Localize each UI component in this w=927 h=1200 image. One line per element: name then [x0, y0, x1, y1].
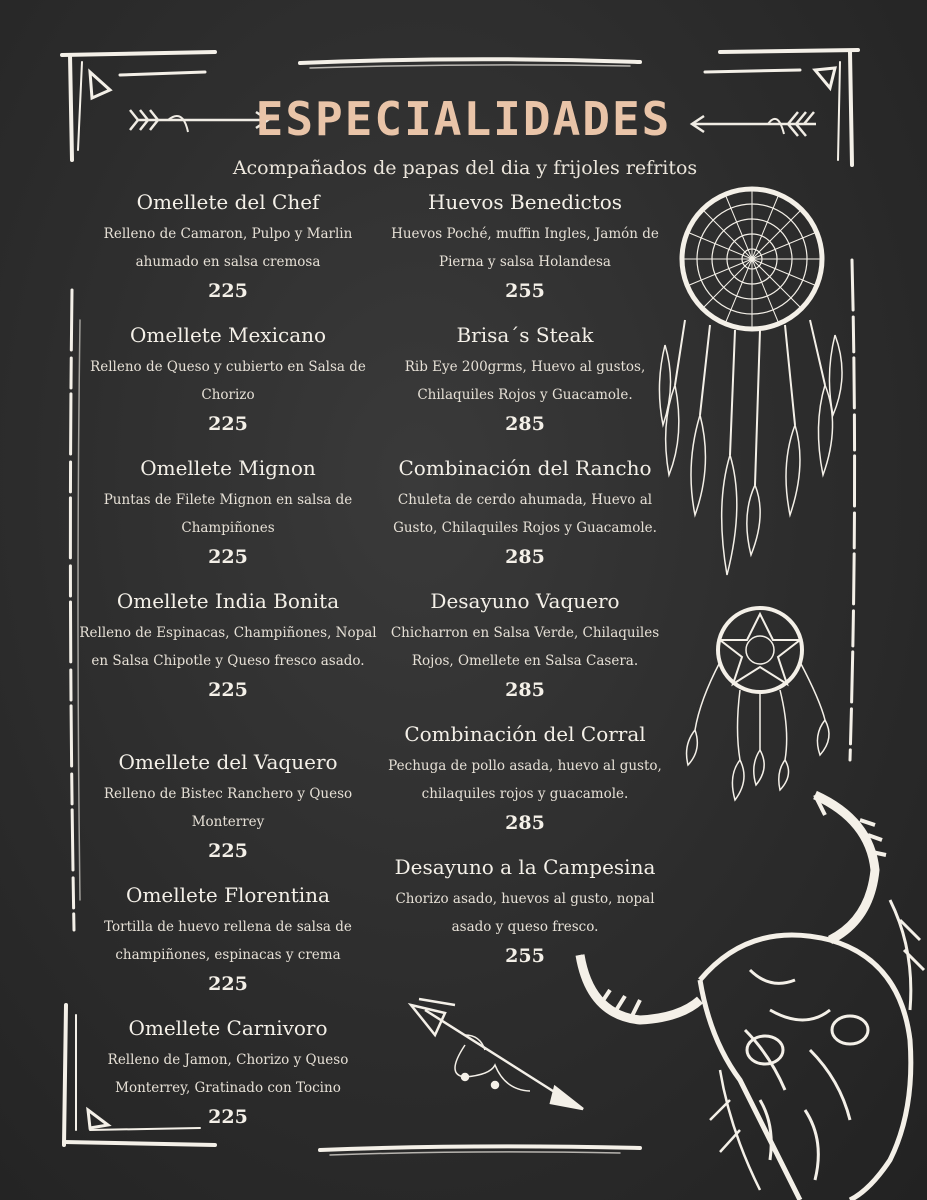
item-name: Combinación del Corral: [404, 722, 646, 746]
item-description: Chuleta de cerdo ahumada, Huevo al Gusto, Chilaquiles Rojos y Guacamole.: [393, 492, 657, 536]
menu-item: [78, 748, 378, 864]
item-name: Combinación del Rancho: [398, 456, 652, 480]
item-name: Omellete Mignon: [140, 456, 316, 480]
small-dreamcatcher-icon: [680, 600, 840, 810]
menu-item: [375, 853, 675, 969]
menu-item: [375, 587, 675, 703]
item-name: Omellete del Vaquero: [118, 750, 338, 774]
menu-item: [78, 587, 378, 703]
dreamcatcher-icon: [655, 185, 850, 585]
menu-item: [78, 321, 378, 437]
item-name: Brisa´s Steak: [456, 323, 594, 347]
menu-item: [375, 188, 675, 304]
menu-item: [78, 454, 378, 570]
item-description: Relleno de Queso y cubierto en Salsa de Chorizo: [90, 359, 366, 403]
menu-item: [78, 881, 378, 997]
item-name: Omellete India Bonita: [116, 589, 340, 613]
item-description: Relleno de Jamon, Chorizo y Queso Monterrey, Gratinado con Tocino: [107, 1052, 349, 1096]
item-price: 225: [208, 1106, 248, 1128]
feather-arrow-icon: [405, 995, 590, 1115]
item-name: Desayuno Vaquero: [430, 589, 620, 613]
item-name: Omellete del Chef: [136, 190, 320, 214]
item-price: 285: [505, 679, 545, 701]
item-description: Puntas de Filete Mignon en salsa de Champiñones: [103, 492, 353, 536]
item-price: 285: [505, 812, 545, 834]
page-title: ESPECIALIDADES: [255, 92, 672, 146]
item-description: Relleno de Espinacas, Champiñones, Nopal en Salsa Chipotle y Queso fresco asado.: [79, 625, 377, 669]
item-price: 225: [208, 280, 248, 302]
item-name: Omellete Carnivoro: [128, 1016, 328, 1040]
item-name: Desayuno a la Campesina: [394, 855, 656, 879]
item-description: Relleno de Camaron, Pulpo y Marlin ahumado en salsa cremosa: [103, 226, 353, 270]
item-description: Huevos Poché, muffin Ingles, Jamón de Pierna y salsa Holandesa: [391, 226, 659, 270]
menu-item: [375, 454, 675, 570]
item-description: Chorizo asado, huevos al gusto, nopal asado y queso fresco.: [395, 891, 655, 935]
item-price: 225: [208, 679, 248, 701]
item-price: 225: [208, 413, 248, 435]
item-name: Omellete Mexicano: [129, 323, 327, 347]
item-description: Relleno de Bistec Ranchero y Queso Monterrey: [103, 786, 353, 830]
item-price: 225: [208, 546, 248, 568]
menu-item: [375, 720, 675, 836]
item-description: Pechuga de pollo asada, huevo al gusto, chilaquiles rojos y guacamole.: [388, 758, 662, 802]
item-price: 255: [505, 280, 545, 302]
item-price: 225: [208, 973, 248, 995]
item-name: Huevos Benedictos: [427, 190, 623, 214]
page-subtitle: Acompañados de papas del dia y frijoles refritos: [232, 157, 698, 179]
item-price: 285: [505, 546, 545, 568]
item-description: Rib Eye 200grms, Huevo al gustos, Chilaquiles Rojos y Guacamole.: [404, 359, 646, 403]
bull-skull-icon: [570, 780, 927, 1200]
item-price: 225: [208, 840, 248, 862]
item-name: Omellete Florentina: [126, 883, 330, 907]
item-price: 255: [505, 945, 545, 967]
item-price: 285: [505, 413, 545, 435]
menu-item: [375, 321, 675, 437]
item-description: Tortilla de huevo rellena de salsa de champiñones, espinacas y crema: [104, 919, 352, 963]
menu-item: [78, 1014, 378, 1130]
menu-item: [78, 188, 378, 304]
item-description: Chicharron en Salsa Verde, Chilaquiles Rojos, Omellete en Salsa Casera.: [390, 625, 660, 669]
